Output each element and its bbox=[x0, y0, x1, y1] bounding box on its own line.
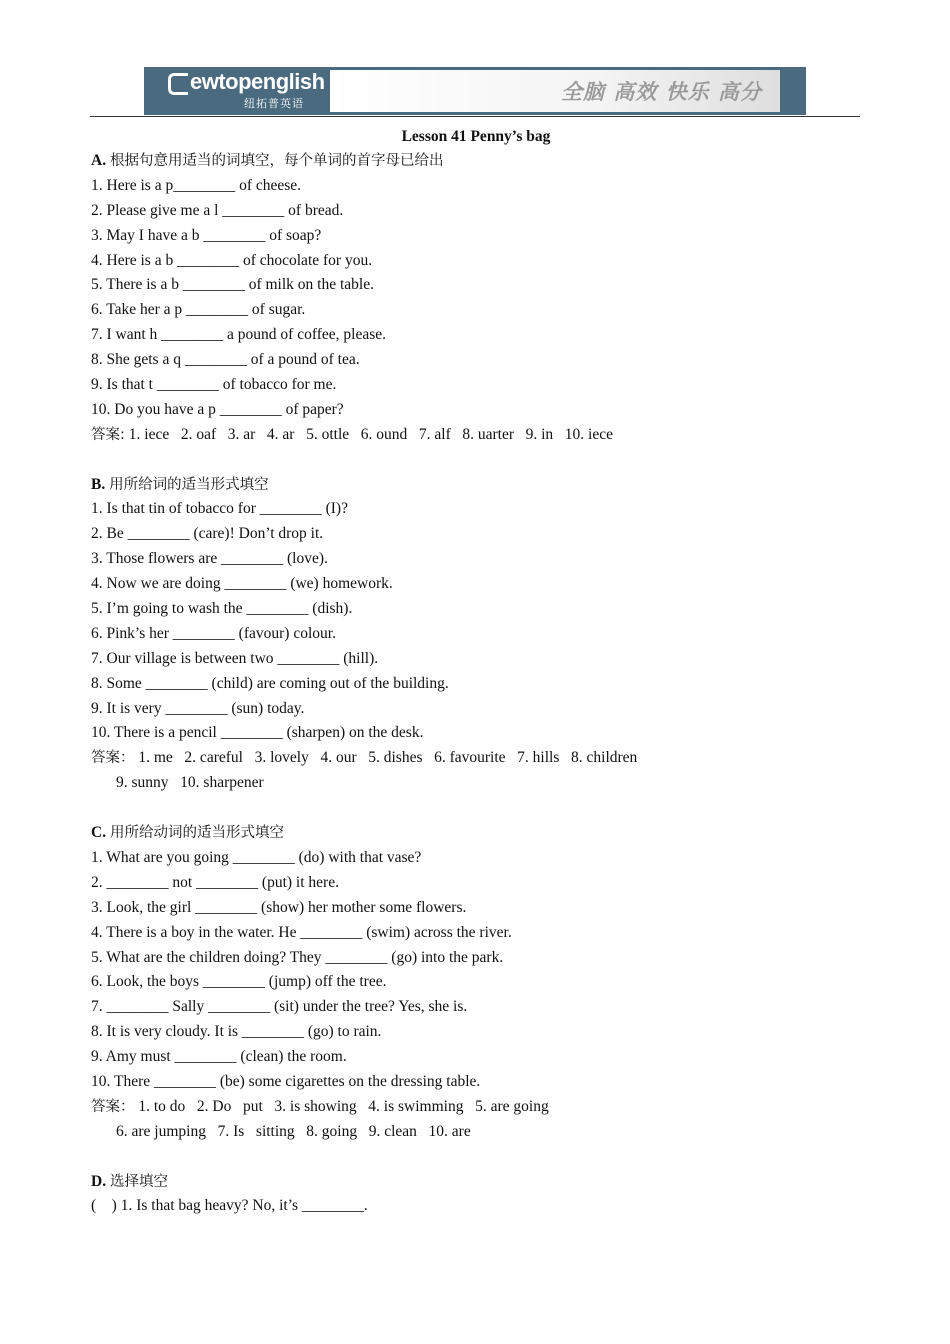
answer-text: 1. iece 2. oaf 3. ar 4. ar 5. ottle 6. ound 7. alf 8. uarter 9. in 10. iece bbox=[124, 425, 613, 443]
exercise-item: 5. There is a b ________ of milk on the table. bbox=[91, 276, 374, 294]
exercise-item: 2. ________ not ________ (put) it here. bbox=[91, 873, 339, 891]
section-letter: C. bbox=[91, 824, 110, 842]
answer-line bbox=[91, 1120, 861, 1145]
exercise-item: 3. Those flowers are ________ (love). bbox=[91, 550, 328, 568]
answer-label: 答案： bbox=[91, 1098, 135, 1115]
exercise-item: 6. Look, the boys ________ (jump) off the tree. bbox=[91, 973, 387, 991]
exercise-item: 6. Take her a p ________ of sugar. bbox=[91, 301, 306, 319]
exercise-item: 8. It is very cloudy. It is ________ (go) to rain. bbox=[91, 1023, 382, 1041]
answer-text: 6. are jumping 7. Is sitting 8. going 9. clean 10. are bbox=[116, 1122, 471, 1140]
exercise-item: 1. Here is a p________ of cheese. bbox=[91, 176, 302, 194]
exercise-item: 2. Please give me a l ________ of bread. bbox=[91, 201, 344, 219]
section-letter: D. bbox=[91, 1172, 110, 1190]
exercise-item: 10. Do you have a p ________ of paper? bbox=[91, 400, 344, 418]
exercise-item: 7. I want h ________ a pound of coffee, please. bbox=[91, 326, 386, 344]
section-heading bbox=[91, 473, 861, 498]
answer-line bbox=[91, 1095, 861, 1120]
exercise-item: 10. There is a pencil ________ (sharpen) on the desk. bbox=[91, 724, 424, 742]
exercise-item: 1. Is that tin of tobacco for ________ (I)? bbox=[91, 500, 348, 518]
section-heading bbox=[91, 149, 861, 174]
answer-text: 1. me 2. careful 3. lovely 4. our 5. dishes 6. favourite 7. hills 8. children bbox=[134, 749, 638, 767]
exercise-item: 9. Is that t ________ of tobacco for me. bbox=[91, 376, 337, 394]
exercise-item: 4. Now we are doing ________ (we) homework. bbox=[91, 575, 393, 593]
answer-line bbox=[91, 746, 861, 771]
answer-text: 1. to do 2. Do put 3. is showing 4. is swimming 5. are going bbox=[134, 1097, 549, 1115]
answer-line bbox=[91, 771, 861, 796]
exercise-item: 3. Look, the girl ________ (show) her mother some flowers. bbox=[91, 898, 467, 916]
exercise-item: 5. I’m going to wash the ________ (dish). bbox=[91, 600, 353, 618]
exercise-item: 10. There ________ (be) some cigarettes on the dressing table. bbox=[91, 1072, 481, 1090]
document-body bbox=[91, 124, 861, 1219]
exercise-item: 8. She gets a q ________ of a pound of tea. bbox=[91, 351, 360, 369]
exercise-item: 4. Here is a b ________ of chocolate for you. bbox=[91, 251, 373, 269]
answer-label: 答案: bbox=[91, 426, 125, 443]
exercise-item: 3. May I have a b ________ of soap? bbox=[91, 226, 322, 244]
section-spacer bbox=[91, 448, 861, 473]
banner-edge bbox=[780, 67, 806, 115]
exercise-item: ( ) 1. Is that bag heavy? No, it’s ________. bbox=[91, 1197, 368, 1215]
section-letter: A. bbox=[91, 152, 110, 169]
section-spacer bbox=[91, 1145, 861, 1170]
exercise-item: 8. Some ________ (child) are coming out of the building. bbox=[91, 674, 449, 692]
section-heading bbox=[91, 821, 861, 846]
exercise-item: 4. There is a boy in the water. He ________ (swim) across the river. bbox=[91, 923, 512, 941]
exercise-item: 5. What are the children doing? They ________ (go) into the park. bbox=[91, 948, 504, 966]
logo-n-icon bbox=[168, 73, 188, 95]
answer-line bbox=[91, 423, 861, 448]
section-heading-text: 用所给词的适当形式填空 bbox=[109, 476, 269, 493]
answer-text: 9. sunny 10. sharpener bbox=[116, 774, 264, 792]
section-heading-text: 根据句意用适当的词填空，每个单词的首字母已给出 bbox=[109, 153, 444, 169]
exercise-item: 7. Our village is between two ________ (hill). bbox=[91, 649, 379, 667]
section-spacer bbox=[91, 796, 861, 821]
logo-subtitle: 纽拓普英语 bbox=[244, 97, 304, 110]
exercise-item: 1. What are you going ________ (do) with that vase? bbox=[91, 848, 422, 866]
section-letter: B. bbox=[91, 475, 110, 493]
header-divider bbox=[90, 116, 860, 117]
exercise-sections bbox=[91, 149, 861, 1219]
slogan-panel bbox=[330, 70, 780, 112]
slogan-text: 全脑 高效 快乐 高分 bbox=[561, 80, 762, 104]
exercise-item: 9. It is very ________ (sun) today. bbox=[91, 699, 305, 717]
section-heading-text: 用所给动词的适当形式填空 bbox=[109, 825, 284, 842]
brand-logo bbox=[144, 67, 326, 115]
exercise-item: 2. Be ________ (care)! Don’t drop it. bbox=[91, 525, 324, 543]
logo-text: ewtopenglish bbox=[190, 69, 325, 94]
exercise-item: 9. Amy must ________ (clean) the room. bbox=[91, 1048, 347, 1066]
header-banner bbox=[144, 67, 806, 115]
page-title: Lesson 41 Penny’s bag bbox=[401, 128, 551, 145]
exercise-item: 7. ________ Sally ________ (sit) under the tree? Yes, she is. bbox=[91, 998, 468, 1016]
section-heading-text: 选择填空 bbox=[109, 1173, 168, 1190]
section-heading bbox=[91, 1170, 861, 1195]
answer-label: 答案： bbox=[91, 750, 135, 767]
exercise-item: 6. Pink’s her ________ (favour) colour. bbox=[91, 624, 336, 642]
